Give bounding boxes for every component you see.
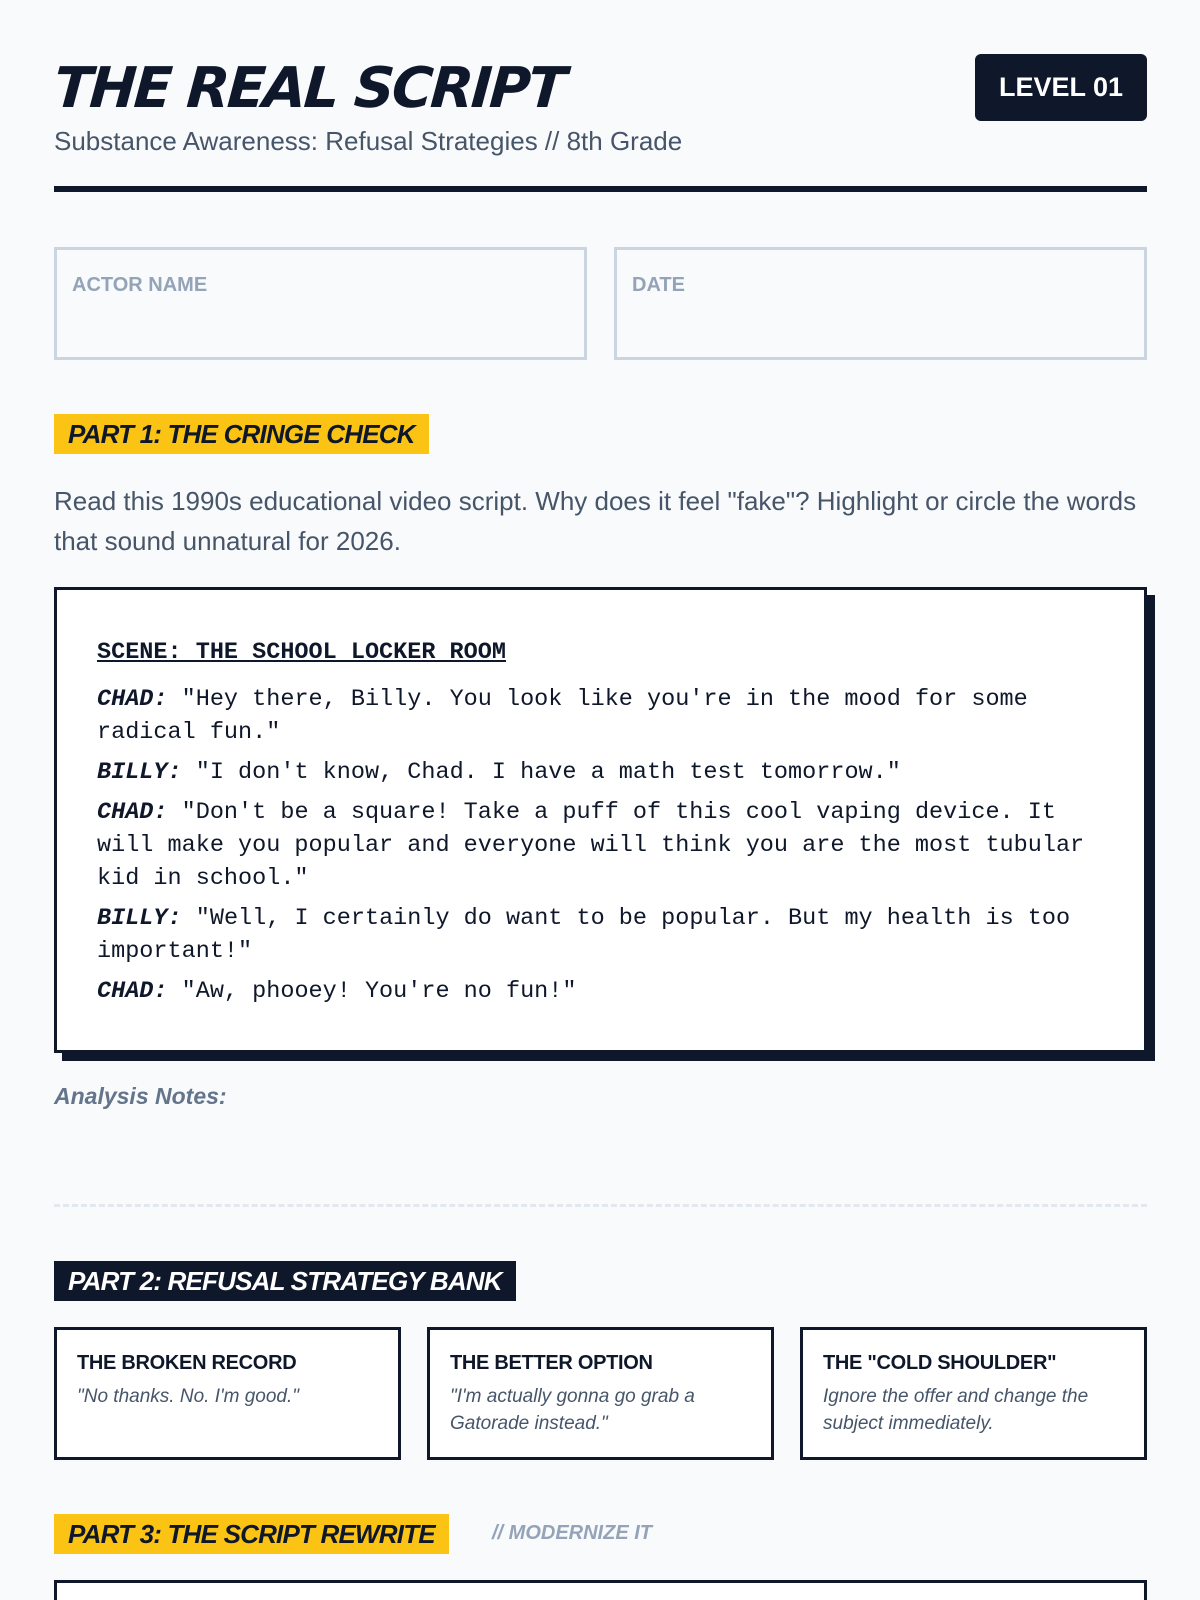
worksheet-title: THE REAL SCRIPT bbox=[51, 56, 567, 121]
date-field[interactable] bbox=[614, 247, 1147, 360]
part1-instructions: Read this 1990s educational video script. Why does it feel "fake"? Highlight or circle the words that sound unnatural for 2026. bbox=[54, 486, 1137, 556]
actor-name-field[interactable] bbox=[54, 247, 587, 360]
strategy-card-body: "I'm actually gonna go grab a Gatorade instead." bbox=[450, 1386, 695, 1434]
script-dialogue: "Well, I certainly do want to be popular. But my health is too important!" bbox=[97, 905, 1071, 965]
level-badge: LEVEL 01 bbox=[975, 54, 1147, 121]
script-line bbox=[97, 683, 1104, 749]
part2-heading: PART 2: REFUSAL STRATEGY BANK bbox=[54, 1261, 516, 1301]
script-line bbox=[97, 902, 1104, 968]
script-speaker: BILLY: bbox=[97, 759, 182, 786]
scene-heading: SCENE: THE SCHOOL LOCKER ROOM bbox=[97, 639, 506, 666]
script-speaker: BILLY: bbox=[97, 905, 182, 932]
script-dialogue: "Aw, phooey! You're no fun!" bbox=[181, 978, 577, 1005]
strategy-card bbox=[54, 1327, 401, 1460]
strategy-card bbox=[800, 1327, 1147, 1460]
script-line bbox=[97, 975, 1104, 1008]
part1-heading: PART 1: THE CRINGE CHECK bbox=[54, 414, 429, 454]
date-label: DATE bbox=[632, 274, 685, 296]
analysis-notes-label: Analysis Notes: bbox=[54, 1083, 227, 1109]
strategy-card-body: "No thanks. No. I'm good." bbox=[77, 1386, 299, 1407]
strategy-card-title: THE "COLD SHOULDER" bbox=[823, 1352, 1057, 1374]
script-line bbox=[97, 796, 1104, 895]
rewrite-box[interactable] bbox=[54, 1580, 1147, 1600]
strategy-card-title: THE BETTER OPTION bbox=[450, 1352, 653, 1374]
script-box bbox=[54, 587, 1147, 1053]
actor-name-label: ACTOR NAME bbox=[72, 274, 208, 296]
script-dialogue: "Don't be a square! Take a puff of this cool vaping device. It will make you popular and everyone will think you are the most tubular kid in school." bbox=[97, 799, 1085, 892]
script-speaker: CHAD: bbox=[97, 686, 168, 713]
script-line bbox=[97, 756, 1104, 789]
notes-writing-line bbox=[54, 1204, 1147, 1207]
script-speaker: CHAD: bbox=[97, 978, 168, 1005]
strategy-card-title: THE BROKEN RECORD bbox=[77, 1352, 297, 1374]
strategy-card-body: Ignore the offer and change the subject immediately. bbox=[823, 1386, 1089, 1434]
part3-heading: PART 3: THE SCRIPT REWRITE bbox=[54, 1514, 449, 1554]
script-dialogue: "Hey there, Billy. You look like you're in the mood for some radical fun." bbox=[97, 686, 1028, 746]
worksheet-subtitle: Substance Awareness: Refusal Strategies // 8th Grade bbox=[54, 126, 683, 156]
script-speaker: CHAD: bbox=[97, 799, 168, 826]
script-dialogue: "I don't know, Chad. I have a math test tomorrow." bbox=[195, 759, 901, 786]
part3-note: // MODERNIZE IT bbox=[492, 1522, 652, 1544]
header-divider bbox=[54, 186, 1147, 192]
worksheet-header bbox=[51, 54, 1147, 156]
strategy-card bbox=[427, 1327, 774, 1460]
